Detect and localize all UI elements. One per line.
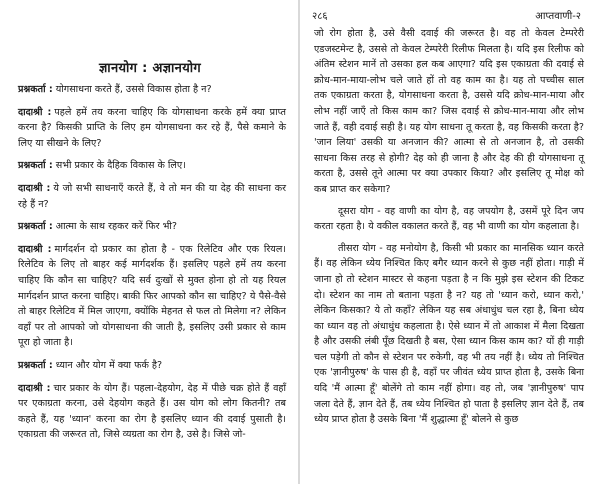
dialogue-paragraph: [18, 358, 286, 374]
dialogue-text: सभी प्रकार के दैहिक विकास के लिए।: [55, 160, 186, 172]
speaker-label: दादाश्री :: [18, 243, 52, 255]
dialogue-paragraph: [18, 181, 286, 212]
dialogue-text: चार प्रकार के योग हैं। पहला-देहयोग, देह में पीछे चक्र होते हैं वहाँ पर एकाग्रता करना, उसे देहयोग कहते हैं। उस योग को लोग कितनी? तब कहते हैं, यह 'ध्यान' करना का रोग है इसलिए ध्यान की दवाई पुसाती है। एकाग्रता की जरूरत तो, जिसे व्यग्रता का रोग है, उसे है। जिसे जो-: [18, 382, 286, 441]
dialogue-paragraph: [18, 105, 286, 152]
body-paragraph: तीसरा योग - वह मनोयोग है, किसी भी प्रकार का मानसिक ध्यान करते हैं। वह लेकिन ध्येय निश्चित किए बगैर ध्यान करने से कुछ नहीं होता। गाड़ी में जाना हो तो स्टेशन मास्टर से कहना पड़ता है न कि मुझे इस स्टेशन की टिकट दो। स्टेशन का नाम तो बताना पड़ता है न? यह तो 'ध्यान करो, ध्यान करो,' लेकिन किसका? ये तो कहाँ? लेकिन यह सब अंधाधुंध चल रहा है, बिना ध्येय का ध्यान वह तो अंधाधुंध कहलाता है। ऐसे ध्यान में तो आकाश में मैला दिखता है और उसकी लंबी पूँछ दिखती है बस, ऐसा ध्यान किस काम का? यों ही गाड़ी चल पड़ेगी तो कौन से स्टेशन पर रुकेगी, वह भी तय नहीं है। ध्येय तो निश्चित एक 'ज्ञानीपुरुष' के पास ही है, वहाँ पर जीवंत ध्येय प्राप्त होता है, उसके बिना यदि 'मैं आत्मा हूँ' बोलेंगे तो काम नहीं होगा। वह तो, जब 'ज्ञानीपुरुष' पाप जला देते हैं, ज्ञान देते हैं, तब ध्येय निश्चित हो पाता है इसलिए ज्ञान देते हैं, तब ध्येय प्राप्त होता है उसके बिना 'मैं शुद्धात्मा हूँ' बोलने से कुछ: [314, 242, 584, 426]
speaker-label: प्रश्नकर्ता :: [18, 160, 53, 172]
speaker-label: दादाश्री :: [18, 382, 51, 394]
dialogue-text: आत्मा के साथ रहकर करें फिर भी?: [55, 221, 177, 233]
right-page-body: [314, 26, 584, 434]
speaker-label: दादाश्री :: [18, 106, 52, 118]
dialogue-text: योगसाधना करते हैं, उससे विकास होता है न?: [55, 84, 212, 95]
speaker-label: प्रश्नकर्ता :: [18, 359, 53, 371]
dialogue-paragraph: [18, 219, 286, 235]
speaker-label: दादाश्री :: [18, 182, 51, 194]
dialogue-paragraph: [18, 242, 286, 351]
left-page-body: [18, 82, 286, 450]
dialogue-text: मार्गदर्शन दो प्रकार का होता है - एक रिलेटिव और एक रियल। रिलेटिव के लिए तो बाहर कई मार्गदर्शक हैं। इसलिए पहले हमें तय करना चाहिए कि कौन सा चाहिए? यदि सर्व दुःखों से मुक्त होना हो तो यह रियल मार्गदर्शन प्राप्त करना चाहिए। बाकी फिर आपको कौन सा चाहिए? ये पैसे-वैसे तो बाहर रिलेटिव में मिल जाएगा, क्योंकि मेहनत से फल तो मिलेगा न? लेकिन वहाँ पर तो आपको जो योगसाधना की जाती है, इसलिए उसी प्रकार से काम पूरा हो जाता है।: [18, 243, 286, 349]
right-page: [300, 0, 599, 484]
body-paragraph: दूसरा योग - वह वाणी का योग है, वह जपयोग है, उसमें पूरे दिन जप करता रहता है। ये वकील वकालत करते हैं, वह भी वाणी का योग कहलाता है।: [314, 205, 584, 233]
dialogue-text: ध्यान और योग में क्या फर्क है?: [55, 359, 163, 371]
dialogue-paragraph: [18, 82, 286, 98]
dialogue-text: पहले हमें तय करना चाहिए कि योगसाधना करके हमें क्या प्राप्त करना है? किसकी प्राप्ति के लिए हम योगसाधना कर रहे हैं, पैसे कमाने के लिए या सीखने के लिए?: [18, 106, 286, 149]
body-paragraph: जो रोग होता है, उसे वैसी दवाई की जरूरत है। वह तो केवल टेम्परेरी एडजस्टमेन्ट है, उससे तो केवल टेम्परेरी रिलीफ मिलता है। यदि इस रिलीफ को अंतिम स्टेशन मानें तो उसका हल कब आएगा? यदि इस एकाग्रता की दवाई से क्रोध-मान-माया-लोभ चले जाते हों तो वह काम का है। यह तो पच्चीस साल तक एकाग्रता करता है, योगसाधना करता है, उससे यदि क्रोध-मान-माया और लोभ नहीं जाएँ तो किस काम का? जिस दवाई से क्रोध-मान-माया और लोभ जाते हैं, वही दवाई सही है। यह योग साधना तू करता है, वह किसकी करता है? 'जान लिया' उसकी या अनजान की? आत्मा से तो अनजान है, तो उसकी साधना किस तरह से होगी? देह को ही जाना है और देह की ही योगसाधना तू करता है, उससे तूने आत्मा पर क्या उपकार किया? और इसलिए तू मोक्ष को कब प्राप्त कर सकेगा?: [314, 28, 584, 195]
dialogue-paragraph: [18, 158, 286, 174]
speaker-label: प्रश्नकर्ता :: [18, 221, 53, 233]
running-title: आप्तवाणी-२: [535, 11, 581, 22]
dialogue-paragraph: [18, 381, 286, 443]
chapter-title: ज्ञानयोग : अज्ञानयोग: [98, 61, 202, 76]
page-number: २८६: [312, 11, 328, 22]
dialogue-text: ये जो सभी साधनाएँ करते हैं, वे तो मन की या देह की साधना कर रहे हैं न?: [18, 182, 286, 210]
speaker-label: प्रश्नकर्ता :: [18, 84, 53, 95]
